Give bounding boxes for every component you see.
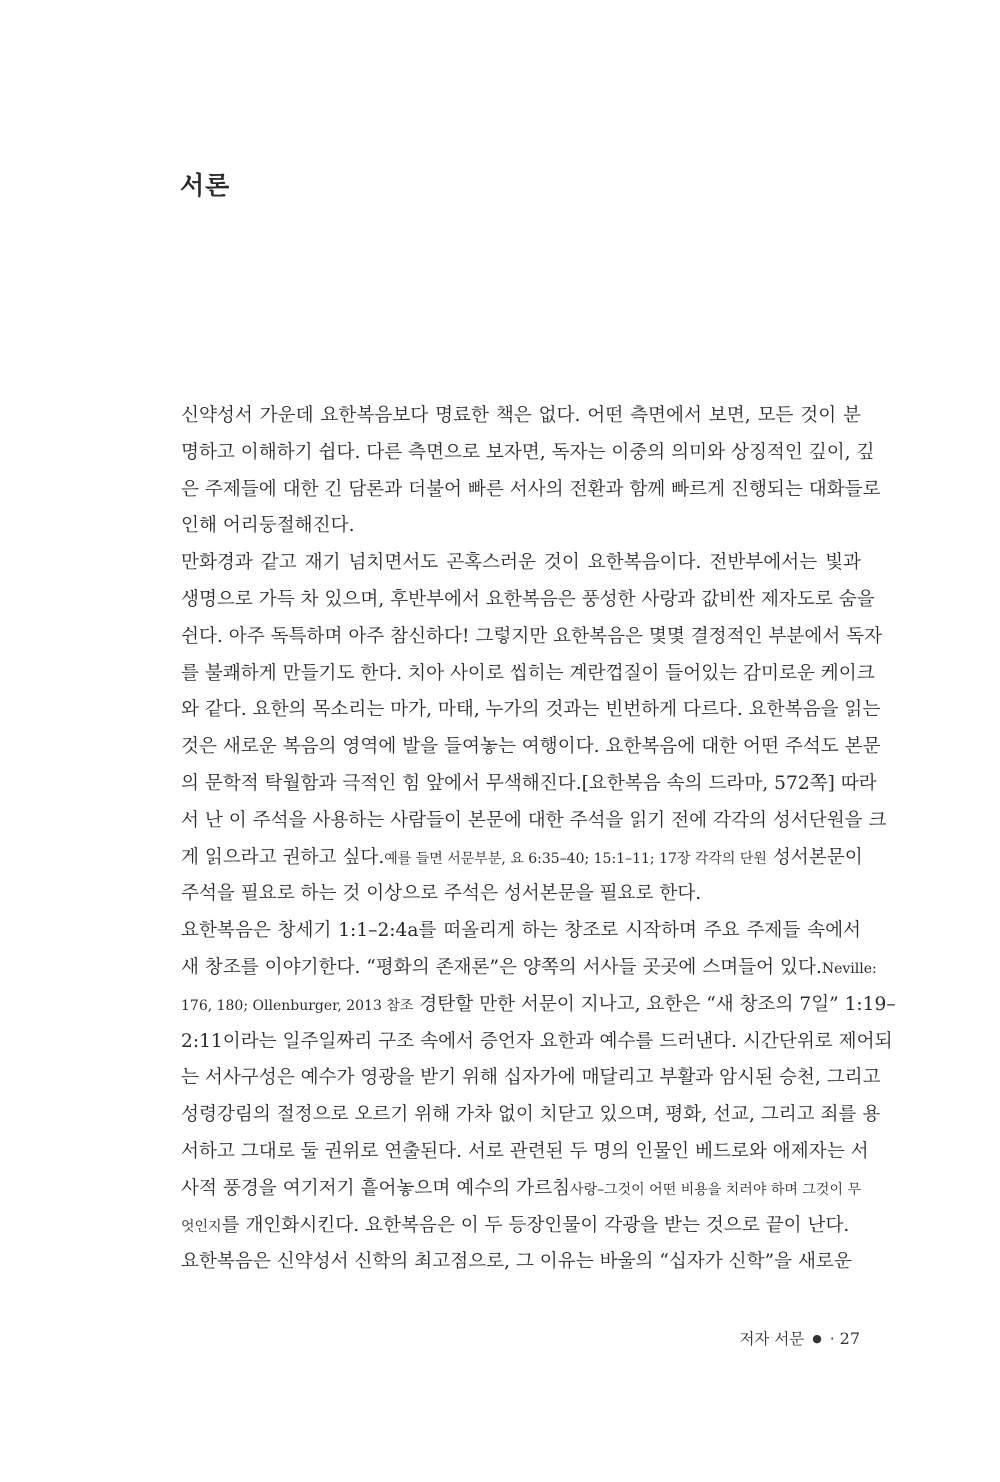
text-line: 서하고 그대로 둘 권위로 연출된다. 서로 관련된 두 명의 인물인 베드로와 애제자는 서: [181, 1140, 869, 1162]
body-text: [181, 398, 896, 1281]
text-run: 사적 풍경을 여기저기 흩어놓으며 예수의 가르침: [181, 1177, 571, 1199]
text-run: 경탄할 만한 서문이 지나고, 요한은 “새 창조의 7일” 1:19–: [413, 993, 896, 1015]
text-line: [181, 1171, 861, 1208]
text-line: 요한복음은 신약성서 신학의 최고점으로, 그 이유는 바울의 “십자가 신학”을 새로운: [181, 1251, 852, 1273]
text-line: 를 불쾌하게 만들기도 한다. 치아 사이로 씹히는 계란껍질이 들어있는 감미로운 케이크: [181, 662, 875, 684]
inline-citation: 사랑–그것이 어떤 비용을 치러야 하며 그것이 무: [570, 1181, 862, 1198]
text-line: [181, 840, 861, 877]
text-line: 쉰다. 아주 독특하며 아주 참신하다! 그렇지만 요한복음은 몇몇 결정적인 부분에서 독자: [181, 625, 883, 647]
text-line: 성령강림의 절정으로 오르기 위해 가차 없이 치닫고 있으며, 평화, 선교, 그리고 죄를 용: [181, 1104, 881, 1126]
text-line: 서 난 이 주석을 사용하는 사람들이 본문에 대한 주석을 읽기 전에 각각의 성서단원을 크: [181, 809, 887, 831]
page-title: 서론: [180, 171, 231, 200]
text-run: 게 읽으라고 권하고 싶다.: [181, 846, 385, 868]
text-line: 은 주제들에 대한 긴 담론과 더불어 빠른 서사의 전환과 함께 빠르게 진행되는 대화들로: [181, 478, 881, 500]
text-line: [181, 987, 896, 1024]
text-line: 인해 어리둥절해진다.: [181, 515, 355, 537]
inline-citation: 엇인지: [181, 1218, 222, 1235]
text-line: 주석을 필요로 하는 것 이상으로 주석은 성서본문을 필요로 한다.: [181, 883, 702, 905]
text-line: 명하고 이해하기 쉽다. 다른 측면으로 보자면, 독자는 이중의 의미와 상징적인 깊이, 깊: [181, 441, 875, 463]
text-line: 와 같다. 요한의 목소리는 마가, 마태, 누가의 것과는 빈번하게 다르다. 요한복음을 읽는: [181, 699, 881, 721]
text-line: 생명으로 가득 차 있으며, 후반부에서 요한복음은 풍성한 사랑과 값비싼 제자도로 숨을: [181, 588, 875, 610]
text-line: 요한복음은 창세기 1:1–2:4a를 떠올리게 하는 창조로 시작하며 주요 주제들 속에서: [181, 920, 861, 942]
text-run: 성서본문이: [766, 846, 863, 868]
text-line: 의 문학적 탁월함과 극적인 힘 앞에서 무색해진다.[요한복음 속의 드라마, 572쪽] 따라: [181, 772, 877, 794]
text-line: 2:11이라는 일주일짜리 구조 속에서 증언자 요한과 예수를 드러낸다. 시간단위로 제어되: [181, 1030, 893, 1052]
footer-section-label: 저자 서문: [739, 1330, 805, 1348]
text-line: 만화경과 같고 재기 넘치면서도 곤혹스러운 것이 요한복음이다. 전반부에서는 빛과: [181, 552, 861, 574]
footer-separator: ·: [829, 1330, 835, 1348]
text-line: 것은 새로운 복음의 영역에 발을 들여놓는 여행이다. 요한복음에 대한 어떤 주석도 본문: [181, 736, 881, 758]
page-number: 27: [839, 1329, 860, 1348]
text-line: [181, 1208, 861, 1245]
running-footer: [739, 1327, 860, 1349]
inline-citation: 176, 180; Ollenburger, 2013 참조: [181, 997, 414, 1014]
text-line: 신약성서 가운데 요한복음보다 명료한 책은 없다. 어떤 측면에서 보면, 모든 것이 분: [181, 405, 861, 426]
text-run: 새 창조를 이야기한다. “평화의 존재론”은 양쪽의 서사들 곳곳에 스며들어 있다.: [181, 956, 822, 978]
footer-bullet: ●: [812, 1332, 822, 1345]
text-line: 는 서사구성은 예수가 영광을 받기 위해 십자가에 매달리고 부활과 암시된 승천, 그리고: [181, 1067, 881, 1089]
inline-citation: 예를 들면 서문부분, 요 6:35–40; 15:1–11; 17장 각각의 단원: [384, 850, 767, 867]
text-line: [181, 950, 877, 987]
text-run: 를 개인화시킨다. 요한복음은 이 두 등장인물이 각광을 받는 것으로 끝이 난다.: [221, 1214, 850, 1236]
inline-citation: Neville:: [821, 960, 877, 977]
